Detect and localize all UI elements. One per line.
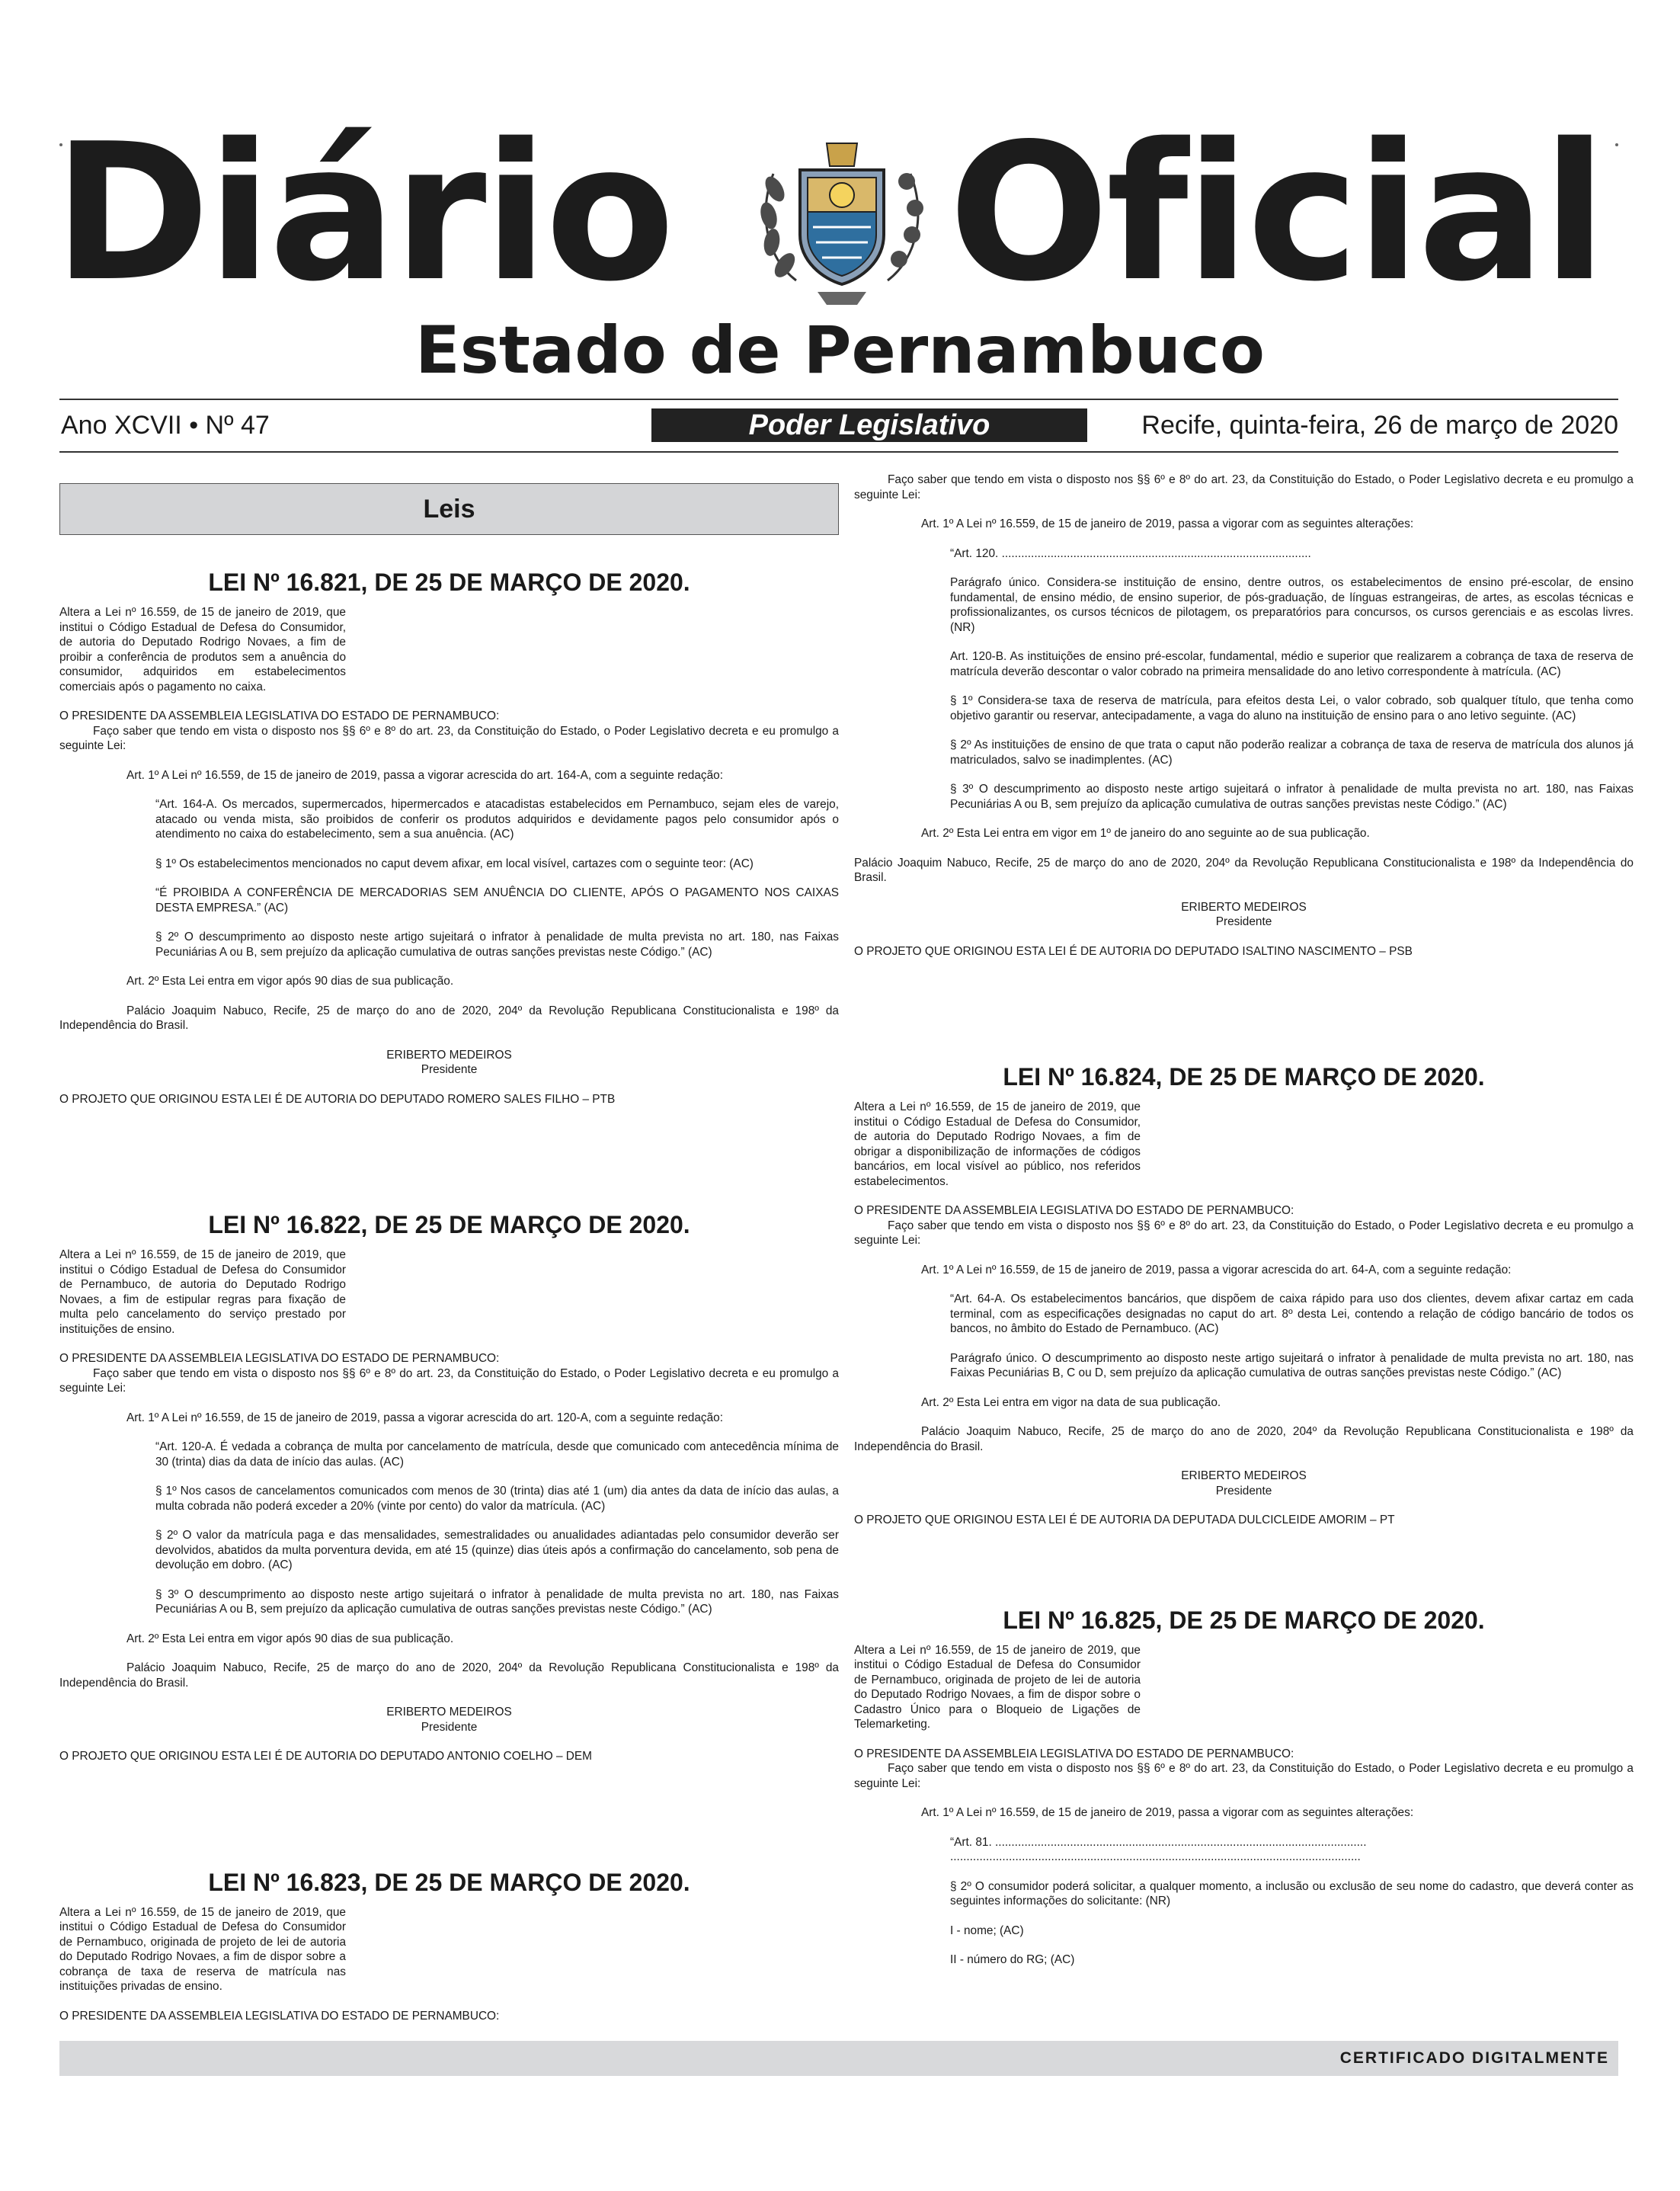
law-origin: O PROJETO QUE ORIGINOU ESTA LEI É DE AUTORIA DA DEPUTADA DULCICLEIDE AMORIM – PT xyxy=(854,1514,1395,1526)
law-preamble: Faço saber que tendo em vista o disposto nos §§ 6º e 8º do art. 23, da Constituição do Estado, o Poder Legislativo decreta e eu promulgo a seguinte Lei: xyxy=(59,724,839,752)
law-article: Art. 1º A Lei nº 16.559, de 15 de janeiro de 2019, passa a vigorar com as seguintes alterações: xyxy=(921,1806,1414,1819)
law-ementa: Altera a Lei nº 16.559, de 15 de janeiro de 2019, que institui o Código Estadual de Defesa do Consumidor de Pernambuco, de autoria do Deputado Rodrigo Novaes, a fim de estipular regras para fixação de multa pelo cancelamento do serviço prestado por instituições de ensino. xyxy=(59,1248,346,1336)
law-quote: Art. 120-B. As instituições de ensino pré-escolar, fundamental, médio e superior que realizarem a cobrança de taxa de reserva de matrícula deverão descontar o valor cobrado na primeira mensalidade do ano letivo correspondente à matrícula. (AC) xyxy=(950,650,1634,678)
law-quote: § 1º Considera-se taxa de reserva de matrícula, para efeitos desta Lei, o valor cobrado, sob qualquer título, que tenha como objetivo garantir ou reservar, antecipadamente, a vaga do aluno na instituição de ensino para o ano letivo seguinte. (AC) xyxy=(950,694,1634,722)
law-article: Art. 2º Esta Lei entra em vigor em 1º de janeiro do ano seguinte ao de sua publicação. xyxy=(921,827,1370,840)
law-article: Art. 1º A Lei nº 16.559, de 15 de janeiro de 2019, passa a vigorar acrescida do art. 164-A, com a seguinte redação: xyxy=(126,768,723,782)
law-origin: O PROJETO QUE ORIGINOU ESTA LEI É DE AUTORIA DO DEPUTADO ANTONIO COELHO – DEM xyxy=(59,1750,592,1763)
signer-name: ERIBERTO MEDEIROS xyxy=(1181,900,1307,914)
signer-role: Presidente xyxy=(1215,915,1272,928)
masthead-title-right: Oficial xyxy=(949,104,1605,323)
masthead-title-left: Diário xyxy=(53,104,672,323)
masthead-rule-top xyxy=(59,399,1618,400)
law-origin: O PROJETO QUE ORIGINOU ESTA LEI É DE AUTORIA DO DEPUTADO ISALTINO NASCIMENTO – PSB xyxy=(854,944,1413,958)
law-place-date: Palácio Joaquim Nabuco, Recife, 25 de março do ano de 2020, 204º da Revolução Republicana Constitucionalista e 198º da Independência do Brasil. xyxy=(59,1004,839,1032)
law-quote: § 3º O descumprimento ao disposto neste artigo sujeitará o infrator à penalidade de multa prevista no art. 180, nas Faixas Pecuniárias A ou B, sem prejuízo da aplicação cumulativa de outras sanções previstas neste Código.” (AC) xyxy=(155,1587,839,1616)
law-quote: .............................................................................................................................. xyxy=(950,1850,1361,1863)
footer-bar xyxy=(59,2041,1618,2076)
law-header: O PRESIDENTE DA ASSEMBLEIA LEGISLATIVA DO ESTADO DE PERNAMBUCO: xyxy=(59,2009,500,2023)
law-quote: § 2º O descumprimento ao disposto neste artigo sujeitará o infrator à penalidade de multa prevista no art. 180, nas Faixas Pecuniárias A ou B, sem prejuízo da aplicação cumulativa de outras sanções previstas neste Código.” (AC) xyxy=(155,931,839,959)
law-article: Art. 1º A Lei nº 16.559, de 15 de janeiro de 2019, passa a vigorar acrescida do art. 64-A, com a seguinte redação: xyxy=(921,1263,1512,1276)
law-ementa: Altera a Lei nº 16.559, de 15 de janeiro de 2019, que institui o Código Estadual de Defesa do Consumidor de Pernambuco, originada de projeto de lei de autoria do Deputado Rodrigo Novaes, a fim de dispor sobre a cobrança de taxa de reserva de matrícula nas instituições privadas de ensino. xyxy=(59,1905,346,1993)
law-title: LEI Nº 16.822, DE 25 DE MARÇO DE 2020. xyxy=(208,1211,690,1238)
law-preamble: Faço saber que tendo em vista o disposto nos §§ 6º e 8º do art. 23, da Constituição do Estado, o Poder Legislativo decreta e eu promulgo a seguinte Lei: xyxy=(854,473,1634,501)
law-quote: I - nome; (AC) xyxy=(950,1924,1024,1937)
digital-certification-label: CERTIFICADO DIGITALMENTE xyxy=(1339,2049,1609,2067)
law-quote: § 3º O descumprimento ao disposto neste artigo sujeitará o infrator à penalidade de multa prevista no art. 180, nas Faixas Pecuniárias A ou B, sem prejuízo da aplicação cumulativa de outras sanções previstas neste Código.” (AC) xyxy=(950,783,1634,811)
masthead-rule-bottom xyxy=(59,451,1618,453)
law-quote: § 2º O valor da matrícula paga e das mensalidades, semestralidades ou anualidades adiantadas pelo consumidor deverão ser devolvidos, abatidos da multa porventura devida, em até 15 (quinze) dias úteis após a confirmação do cancelamento, sob pena de devolução em dobro. (AC) xyxy=(155,1529,839,1571)
law-quote: “Art. 64-A. Os estabelecimentos bancários, que dispõem de caixa rápido para uso dos clientes, devem afixar cartaz em cada terminal, com as especificações designadas no caput do art. 8º desta Lei, contendo a relação de código bancário de todos os bancos, no âmbito do Estado de Pernambuco. (AC) xyxy=(950,1292,1634,1335)
law-quote: Parágrafo único. O descumprimento ao disposto neste artigo sujeitará o infrator à penalidade de multa prevista no art. 180, nas Faixas Pecuniárias B, C ou D, sem prejuízo da aplicação cumulativa de outras sanções previstas neste Código.” (AC) xyxy=(950,1351,1634,1379)
law-header: O PRESIDENTE DA ASSEMBLEIA LEGISLATIVA DO ESTADO DE PERNAMBUCO: xyxy=(59,710,500,722)
law-article: Art. 1º A Lei nº 16.559, de 15 de janeiro de 2019, passa a vigorar com as seguintes alterações: xyxy=(921,517,1414,530)
law-title: LEI Nº 16.821, DE 25 DE MARÇO DE 2020. xyxy=(208,569,690,596)
law-preamble: Faço saber que tendo em vista o disposto nos §§ 6º e 8º do art. 23, da Constituição do Estado, o Poder Legislativo decreta e eu promulgo a seguinte Lei: xyxy=(854,1762,1634,1790)
masthead-info-bar xyxy=(59,406,1618,444)
right-column xyxy=(854,472,1634,1982)
law-quote: “Art. 164-A. Os mercados, supermercados, hipermercados e atacadistas estabelecidos em Pernambuco, sejam eles de varejo, atacado ou venda mista, são proibidos de conferir os produtos adquiridos e devidamente pagos pelo consumidor após o atendimento no caixa do estabelecimento, sem a sua anuência. (AC) xyxy=(155,798,839,841)
law-ementa: Altera a Lei nº 16.559, de 15 de janeiro de 2019, que institui o Código Estadual de Defesa do Consumidor, de autoria do Deputado Rodrigo Novaes, a fim de proibir a conferência de produtos sem a anuência do consumidor, adquiridos em estabelecimentos comerciais após o pagamento no caixa. xyxy=(59,606,346,693)
law-preamble: Faço saber que tendo em vista o disposto nos §§ 6º e 8º do art. 23, da Constituição do Estado, o Poder Legislativo decreta e eu promulgo a seguinte Lei: xyxy=(854,1219,1634,1247)
law-quote: “Art. 81. .................................................................................................................. xyxy=(950,1835,1367,1849)
law-title: LEI Nº 16.823, DE 25 DE MARÇO DE 2020. xyxy=(208,1868,690,1896)
law-place-date: Palácio Joaquim Nabuco, Recife, 25 de março do ano de 2020, 204º da Revolução Republicana Constitucionalista e 198º da Independência do Brasil. xyxy=(59,1661,839,1690)
law-quote: § 2º O consumidor poderá solicitar, a qualquer momento, a inclusão ou exclusão de seu nome do cadastro, que deverá conter as seguintes informações do solicitante: (NR) xyxy=(950,1879,1634,1908)
law-title: LEI Nº 16.825, DE 25 DE MARÇO DE 2020. xyxy=(1003,1606,1485,1634)
signer-role: Presidente xyxy=(421,1720,478,1734)
law-preamble: Faço saber que tendo em vista o disposto nos §§ 6º e 8º do art. 23, da Constituição do Estado, o Poder Legislativo decreta e eu promulgo a seguinte Lei: xyxy=(59,1366,839,1395)
law-article: Art. 2º Esta Lei entra em vigor após 90 dias de sua publicação. xyxy=(126,1632,454,1645)
law-quote: § 1º Os estabelecimentos mencionados no caput devem afixar, em local visível, cartazes com o seguinte teor: (AC) xyxy=(155,857,754,870)
law-header: O PRESIDENTE DA ASSEMBLEIA LEGISLATIVA DO ESTADO DE PERNAMBUCO: xyxy=(854,1747,1294,1760)
signer-role: Presidente xyxy=(1215,1484,1272,1498)
law-header: O PRESIDENTE DA ASSEMBLEIA LEGISLATIVA DO ESTADO DE PERNAMBUCO: xyxy=(854,1204,1294,1217)
left-column xyxy=(59,472,839,2023)
signer-name: ERIBERTO MEDEIROS xyxy=(386,1706,512,1719)
law-quote: § 1º Nos casos de cancelamentos comunicados com menos de 30 (trinta) dias até 1 (um) dia antes da data de início das aulas, a multa cobrada não poderá exceder a 20% (vinte por cento) do valor da matrícula. (AC) xyxy=(155,1485,839,1513)
law-article: Art. 1º A Lei nº 16.559, de 15 de janeiro de 2019, passa a vigorar acrescida do art. 120-A, com a seguinte redação: xyxy=(126,1411,723,1424)
signer-name: ERIBERTO MEDEIROS xyxy=(386,1048,512,1062)
law-quote: “É PROIBIDA A CONFERÊNCIA DE MERCADORIAS SEM ANUÊNCIA DO CLIENTE, APÓS O PAGAMENTO NOS CAIXAS DESTA EMPRESA.” (AC) xyxy=(155,886,839,915)
law-ementa: Altera a Lei nº 16.559, de 15 de janeiro de 2019, que institui o Código Estadual de Defesa do Consumidor, de autoria do Deputado Rodrigo Novaes, a fim de obrigar a disponibilização de informações de códigos bancários, em local visível ao público, nos referidos estabelecimentos. xyxy=(854,1100,1141,1188)
law-article: Art. 2º Esta Lei entra em vigor após 90 dias de sua publicação. xyxy=(126,975,454,988)
state-coat-of-arms-icon xyxy=(743,128,941,307)
law-place-date: Palácio Joaquim Nabuco, Recife, 25 de março do ano de 2020, 204º da Revolução Republicana Constitucionalista e 198º da Independência do Brasil. xyxy=(854,856,1634,884)
masthead-subtitle: Estado de Pernambuco xyxy=(415,312,1265,389)
law-quote: Parágrafo único. Considera-se instituição de ensino, dentre outros, os estabelecimentos de ensino pré-escolar, de ensino fundamental, de ensino médio, de ensino superior, de pós-graduação, de línguas estrangeiras, de artes, as escolas técnicas e profissionalizantes, os cursos técnicos de pilotagem, os preparatórios para concursos, os cursos gerenciais e as escolas livres. (NR) xyxy=(950,576,1634,634)
law-origin: O PROJETO QUE ORIGINOU ESTA LEI É DE AUTORIA DO DEPUTADO ROMERO SALES FILHO – PTB xyxy=(59,1092,616,1106)
law-article: Art. 2º Esta Lei entra em vigor na data de sua publicação. xyxy=(921,1395,1221,1409)
law-quote: “Art. 120. ............................................................................................... xyxy=(950,546,1311,560)
publication-date: Recife, quinta-feira, 26 de março de 2020 xyxy=(1141,411,1618,440)
law-quote: II - número do RG; (AC) xyxy=(950,1953,1075,1966)
signer-name: ERIBERTO MEDEIROS xyxy=(1181,1469,1307,1482)
masthead xyxy=(53,104,1630,323)
law-ementa: Altera a Lei nº 16.559, de 15 de janeiro de 2019, que institui o Código Estadual de Defesa do Consumidor de Pernambuco, originada de projeto de lei de autoria do Deputado Rodrigo Novaes, a fim de dispor sobre o Cadastro Único para o Bloqueio de Ligações de Telemarketing. xyxy=(854,1643,1141,1731)
section-title: Leis xyxy=(59,483,839,535)
law-place-date: Palácio Joaquim Nabuco, Recife, 25 de março do ano de 2020, 204º da Revolução Republicana Constitucionalista e 198º da Independência do Brasil. xyxy=(854,1425,1634,1453)
law-quote: “Art. 120-A. É vedada a cobrança de multa por cancelamento de matrícula, desde que comunicado com antecedência mínima de 30 (trinta) dias da data de início das aulas. (AC) xyxy=(155,1440,839,1469)
law-quote: § 2º As instituições de ensino de que trata o caput não poderão realizar a cobrança de taxa de reserva de matrícula dos alunos já matriculados, salvo se inadimplentes. (AC) xyxy=(950,738,1634,767)
signer-role: Presidente xyxy=(421,1063,478,1076)
branch-label: Poder Legislativo xyxy=(651,408,1087,442)
law-title: LEI Nº 16.824, DE 25 DE MARÇO DE 2020. xyxy=(1003,1063,1485,1091)
edition-number: Ano XCVII • Nº 47 xyxy=(61,411,270,440)
law-header: O PRESIDENTE DA ASSEMBLEIA LEGISLATIVA DO ESTADO DE PERNAMBUCO: xyxy=(59,1352,500,1365)
